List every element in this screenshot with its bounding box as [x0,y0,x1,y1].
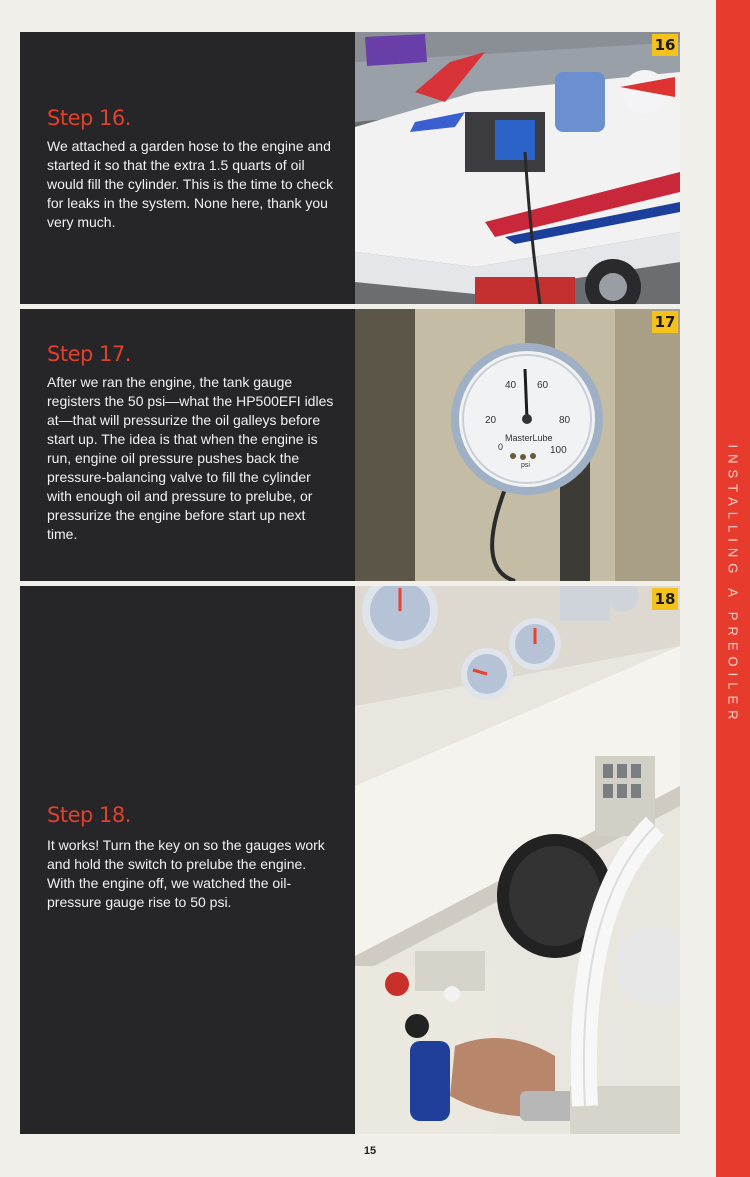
step-16-body: We attached a garden hose to the engine and started it so that the extra 1.5 quarts of oil would fill the cylinder. This is the time to check for leaks in the system. None here, thank you very much. [47,138,334,230]
step-18-text-column [20,586,354,1134]
boat-on-trailer-image [355,32,680,304]
step-16-badge: 16 [652,34,678,56]
step-17-text-column [20,309,354,581]
gauge-tick-40: 40 [505,380,517,391]
gauge-tick-60: 60 [537,380,549,391]
step-18-body: It works! Turn the key on so the gauges work and hold the switch to prelube the engine. With the engine off, we watched the oil-pressure gauge rise to 50 psi. [47,837,325,910]
step-17-photo [355,309,680,581]
step-17-title: Step 17. [47,342,131,366]
step-18-panel [20,586,680,1134]
step-16-photo [355,32,680,304]
section-title: INSTALLING A PREOILER [725,444,741,726]
step-18-photo [355,586,680,1134]
step-16-title: Step 16. [47,106,131,130]
gauge-unit-label: psi [521,462,530,469]
gauge-tick-0: 0 [498,442,504,452]
step-17-body: After we ran the engine, the tank gauge registers the 50 psi—what the HP500EFI idles at—that will pressurize the oil galleys before start up. The idea is that when the engine is run, engine oil pressure pushes back the pressure-balancing valve to fill the cylinder with enough oil and pressure to prelube, or pressurize the engine before start up next time. [47,374,334,542]
step-17-panel [20,309,680,581]
step-18-badge: 18 [652,588,678,610]
dashboard-switch-image [355,586,680,1134]
page-number: 15 [363,1145,377,1157]
step-16-text-column [20,32,354,304]
step-17-badge: 17 [652,311,678,333]
pressure-gauge-image [355,309,680,581]
step-16-panel [20,32,680,304]
gauge-tick-80: 80 [559,415,571,426]
gauge-tick-100: 100 [550,445,567,456]
gauge-brand-label: MasterLube [505,433,553,443]
gauge-tick-20: 20 [485,415,497,426]
step-18-title: Step 18. [47,803,131,827]
